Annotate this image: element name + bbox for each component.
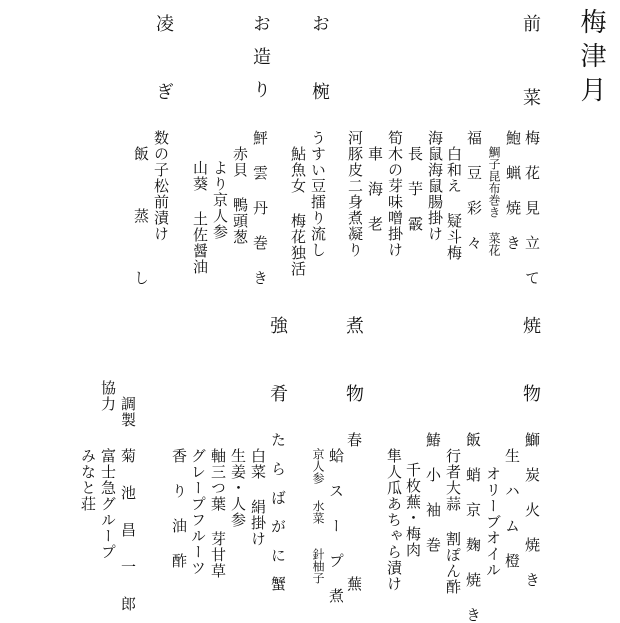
otsukuri-item-1: 鮃 雲 丹 巻 き: [251, 130, 269, 286]
heading-otsukuri-mid: 造: [250, 47, 271, 65]
heading-yakimono-top: 焼: [520, 316, 541, 334]
heading-shiizakana: [268, 316, 286, 402]
shinogi-item-2: 飯 蒸 し: [132, 146, 150, 286]
otsukuri-item-4: 山葵 土佐醤油: [191, 160, 209, 275]
zensai-item-5: 白和え 疑斗梅: [445, 146, 463, 261]
yakimono-item-3: オリーブオイル: [484, 466, 502, 578]
heading-owan-top: お: [309, 14, 330, 32]
nimono-item-1: 蛤 ス ー プ 煮: [327, 448, 345, 604]
heading-shiizakana-top: 強: [267, 316, 288, 334]
heading-shinogi-top: 凌: [153, 14, 174, 32]
heading-owan-bottom: 椀: [309, 82, 330, 100]
heading-zensai-bottom: 菜: [520, 85, 541, 106]
zensai-item-4: 福 豆 彩 々: [465, 130, 483, 251]
heading-owan: [310, 14, 328, 100]
nimono-item-2c: 針柚子: [311, 548, 325, 584]
heading-shiizakana-bottom: 肴: [267, 384, 288, 402]
heading-otsukuri-top: お: [250, 14, 271, 32]
credit-label-kyoryoku: 協力: [99, 380, 117, 412]
heading-otsukuri: [251, 14, 269, 98]
yakimono-item-2: 生 ハ ム 橙: [503, 448, 521, 569]
yakimono-item-4: 飯 蛸 京 麹 焼 き: [464, 432, 482, 623]
yakimono-item-7: 千枚蕪・梅肉: [404, 462, 422, 558]
zensai-item-6: 海鼠海鼠腸掛け: [426, 130, 444, 242]
otsukuri-item-2: 赤貝 鴨頭葱: [231, 146, 249, 245]
shiizakana-item-6: 香 り 油 酢: [170, 448, 188, 569]
credit-name-chef: 菊 池 昌 一 郎: [119, 448, 137, 613]
zensai-item-9: 車 海 老: [366, 146, 384, 232]
owan-item-2: 鮎魚女 梅花独活: [289, 146, 307, 277]
shiizakana-item-1: たらばがに蟹: [269, 432, 287, 592]
nimono-item-2a: 京人参: [311, 448, 325, 484]
yakimono-item-1: 鰤 炭 火 焼 き: [523, 432, 541, 588]
zensai-item-10: 河豚皮二身煮凝り: [346, 130, 364, 258]
zensai-item-3: 鯛子昆布巻き 菜花: [487, 146, 501, 256]
shinogi-item-1: 数の子松前漬け: [152, 130, 170, 242]
credit-label-chosei: 調製: [119, 396, 137, 428]
shiizakana-item-2: 白菜 絹掛け: [249, 448, 267, 547]
otsukuri-item-3: より京人参: [211, 160, 229, 240]
heading-zensai: [521, 14, 539, 106]
credit-name-place: みなと荘: [79, 448, 97, 512]
zensai-item-7: 長 芋 霰: [406, 146, 424, 232]
menu-month-title: 梅津月: [576, 8, 606, 110]
heading-yakimono-bottom: 物: [520, 384, 541, 402]
nimono-header: 春 蕪: [345, 432, 363, 592]
yakimono-item-5: 行者大蒜 割ぽん酢: [444, 448, 462, 595]
heading-nimono-bottom: 物: [343, 384, 364, 402]
heading-shinogi: [154, 14, 172, 100]
owan-item-1: うすい豆擂り流し: [309, 130, 327, 258]
yakimono-item-6: 鰆 小 袖 巻: [424, 432, 442, 553]
yakimono-item-8: 隼人瓜あちゃら漬け: [385, 448, 403, 592]
heading-nimono-top: 煮: [343, 316, 364, 334]
shiizakana-item-3: 生姜・人参: [229, 448, 247, 528]
zensai-item-8: 筍木の芽味噌掛け: [386, 130, 404, 258]
credit-name-group: 富士急グループ: [99, 448, 117, 560]
heading-yakimono: [521, 316, 539, 402]
zensai-item-1: 梅 花 見 立 て: [523, 130, 541, 286]
shiizakana-item-5: グレープフルーツ: [189, 448, 207, 576]
heading-nimono: [344, 316, 362, 402]
heading-zensai-top: 前: [520, 14, 541, 35]
shiizakana-item-4: 軸三つ葉 芽甘草: [209, 448, 227, 579]
nimono-item-2b: 水菜: [311, 500, 325, 524]
heading-otsukuri-bottom: り: [250, 80, 271, 98]
zensai-item-2: 鮑 蝋 焼 き: [504, 130, 522, 251]
heading-shinogi-bottom: ぎ: [153, 82, 174, 100]
